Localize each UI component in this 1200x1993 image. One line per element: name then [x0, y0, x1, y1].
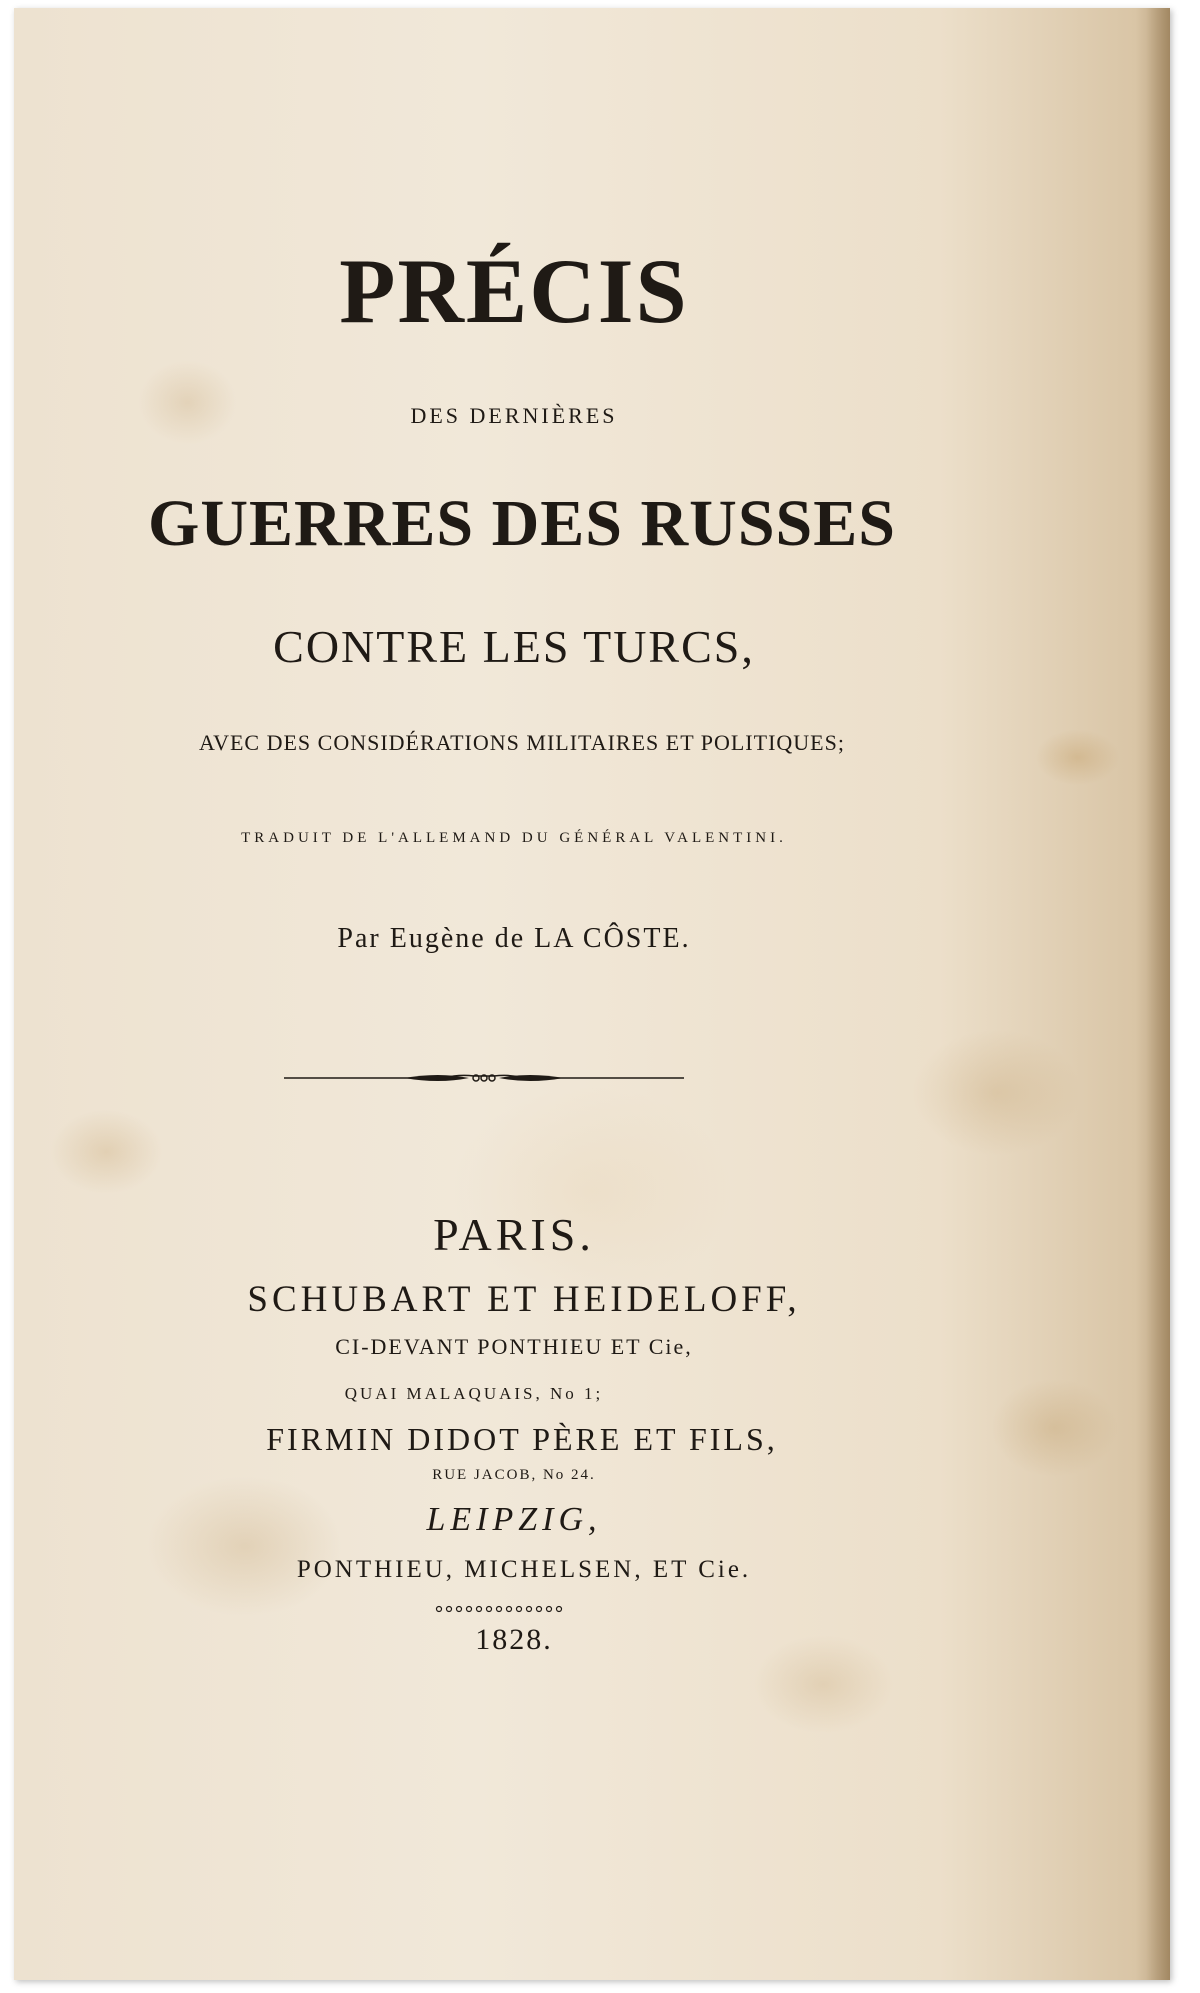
title-page	[14, 8, 1170, 1980]
dotted-rule-icon	[434, 1604, 564, 1614]
publisher-3: PONTHIEU, MICHELSEN, ET Cie.	[296, 1556, 752, 1583]
publication-city-2: LEIPZIG,	[426, 1501, 602, 1538]
ornament-divider-icon	[284, 1066, 684, 1090]
main-title: GUERRES DES RUSSES	[148, 487, 896, 560]
publisher-1-address: QUAI MALAQUAIS, No 1;	[344, 1384, 604, 1403]
publisher-2-address: RUE JACOB, No 24.	[432, 1467, 596, 1483]
translated-from: TRADUIT DE L'ALLEMAND DU GÉNÉRAL VALENTINI.	[241, 830, 787, 846]
publisher-2: FIRMIN DIDOT PÈRE ET FILS,	[266, 1421, 778, 1457]
publication-city: PARIS.	[433, 1209, 595, 1260]
subtitle-line-2: AVEC DES CONSIDÉRATIONS MILITAIRES ET POLITIQUES;	[199, 730, 845, 755]
publication-year: 1828.	[475, 1623, 553, 1656]
publisher-1: SCHUBART ET HEIDELOFF,	[247, 1279, 801, 1320]
main-title-continued: CONTRE LES TURCS,	[273, 621, 755, 672]
subtitle-line-1: DES DERNIÈRES	[410, 403, 618, 428]
book-title: PRÉCIS	[339, 240, 689, 342]
translator-credit: Par Eugène de LA CÔSTE.	[337, 923, 691, 954]
publisher-1-formerly: CI-DEVANT PONTHIEU ET Cie,	[335, 1334, 693, 1359]
